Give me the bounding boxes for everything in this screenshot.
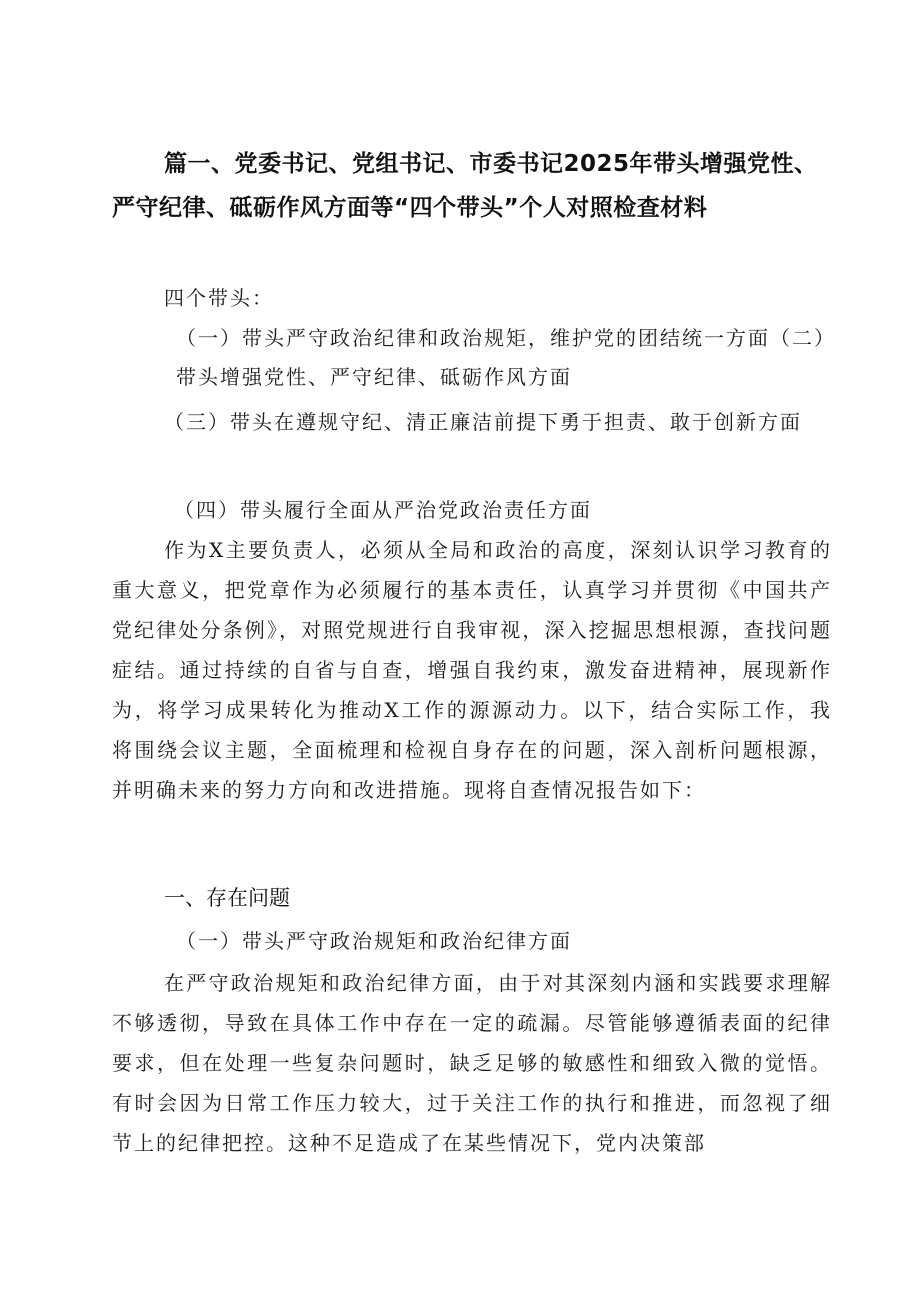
document-title: 篇一、党委书记、党组书记、市委书记2025年带头增强党性、严守纪律、砥砺作风方面等“四个带头”个人对照检查材料 (112, 151, 818, 221)
bullet-1-line-1: （一）带头严守政治纪律和政治规矩，维护党的团结统一方面（二） (176, 326, 836, 350)
intro-label: 四个带头： (164, 286, 274, 310)
body-paragraph-2: 在严守政治规矩和政治纪律方面，由于对其深刻内涵和实践要求理解不够透彻，导致在具体工作中存在一定的疏漏。尽管能够遵循表面的纪律要求，但在处理一些复杂问题时，缺乏足够的敏感性和细致入微的觉悟。有时会因为日常工作压力较大，过于关注工作的执行和推进，而忽视了细节上的纪律把控。这种不足造成了在某些情况下，党内决策部 (112, 971, 832, 1155)
section-heading: 一、存在问题 (164, 886, 290, 910)
bullet-4: （四）带头履行全面从严治党政治责任方面 (174, 498, 592, 522)
bullet-1-line-2: 带头增强党性、严守纪律、砥砺作风方面 (176, 365, 572, 389)
body-paragraph-1: 作为X主要负责人，必须从全局和政治的高度，深刻认识学习教育的重大意义，把党章作为必须履行的基本责任，认真学习并贯彻《中国共产党纪律处分条例》，对照党规进行自我审视，深入挖掘思想根源，查找问题症结。通过持续的自省与自查，增强自我约束，激发奋进精神，展现新作为，将学习成果转化为推动X工作的源源动力。以下，结合实际工作，我将围绕会议主题，全面梳理和检视自身存在的问题，深入剖析问题根源，并明确未来的努力方向和改进措施。现将自查情况报告如下： (112, 538, 832, 802)
subsection-heading: （一）带头严守政治规矩和政治纪律方面 (176, 929, 572, 953)
bullet-3: （三）带头在遵规守纪、清正廉洁前提下勇于担责、敢于创新方面 (164, 410, 802, 434)
